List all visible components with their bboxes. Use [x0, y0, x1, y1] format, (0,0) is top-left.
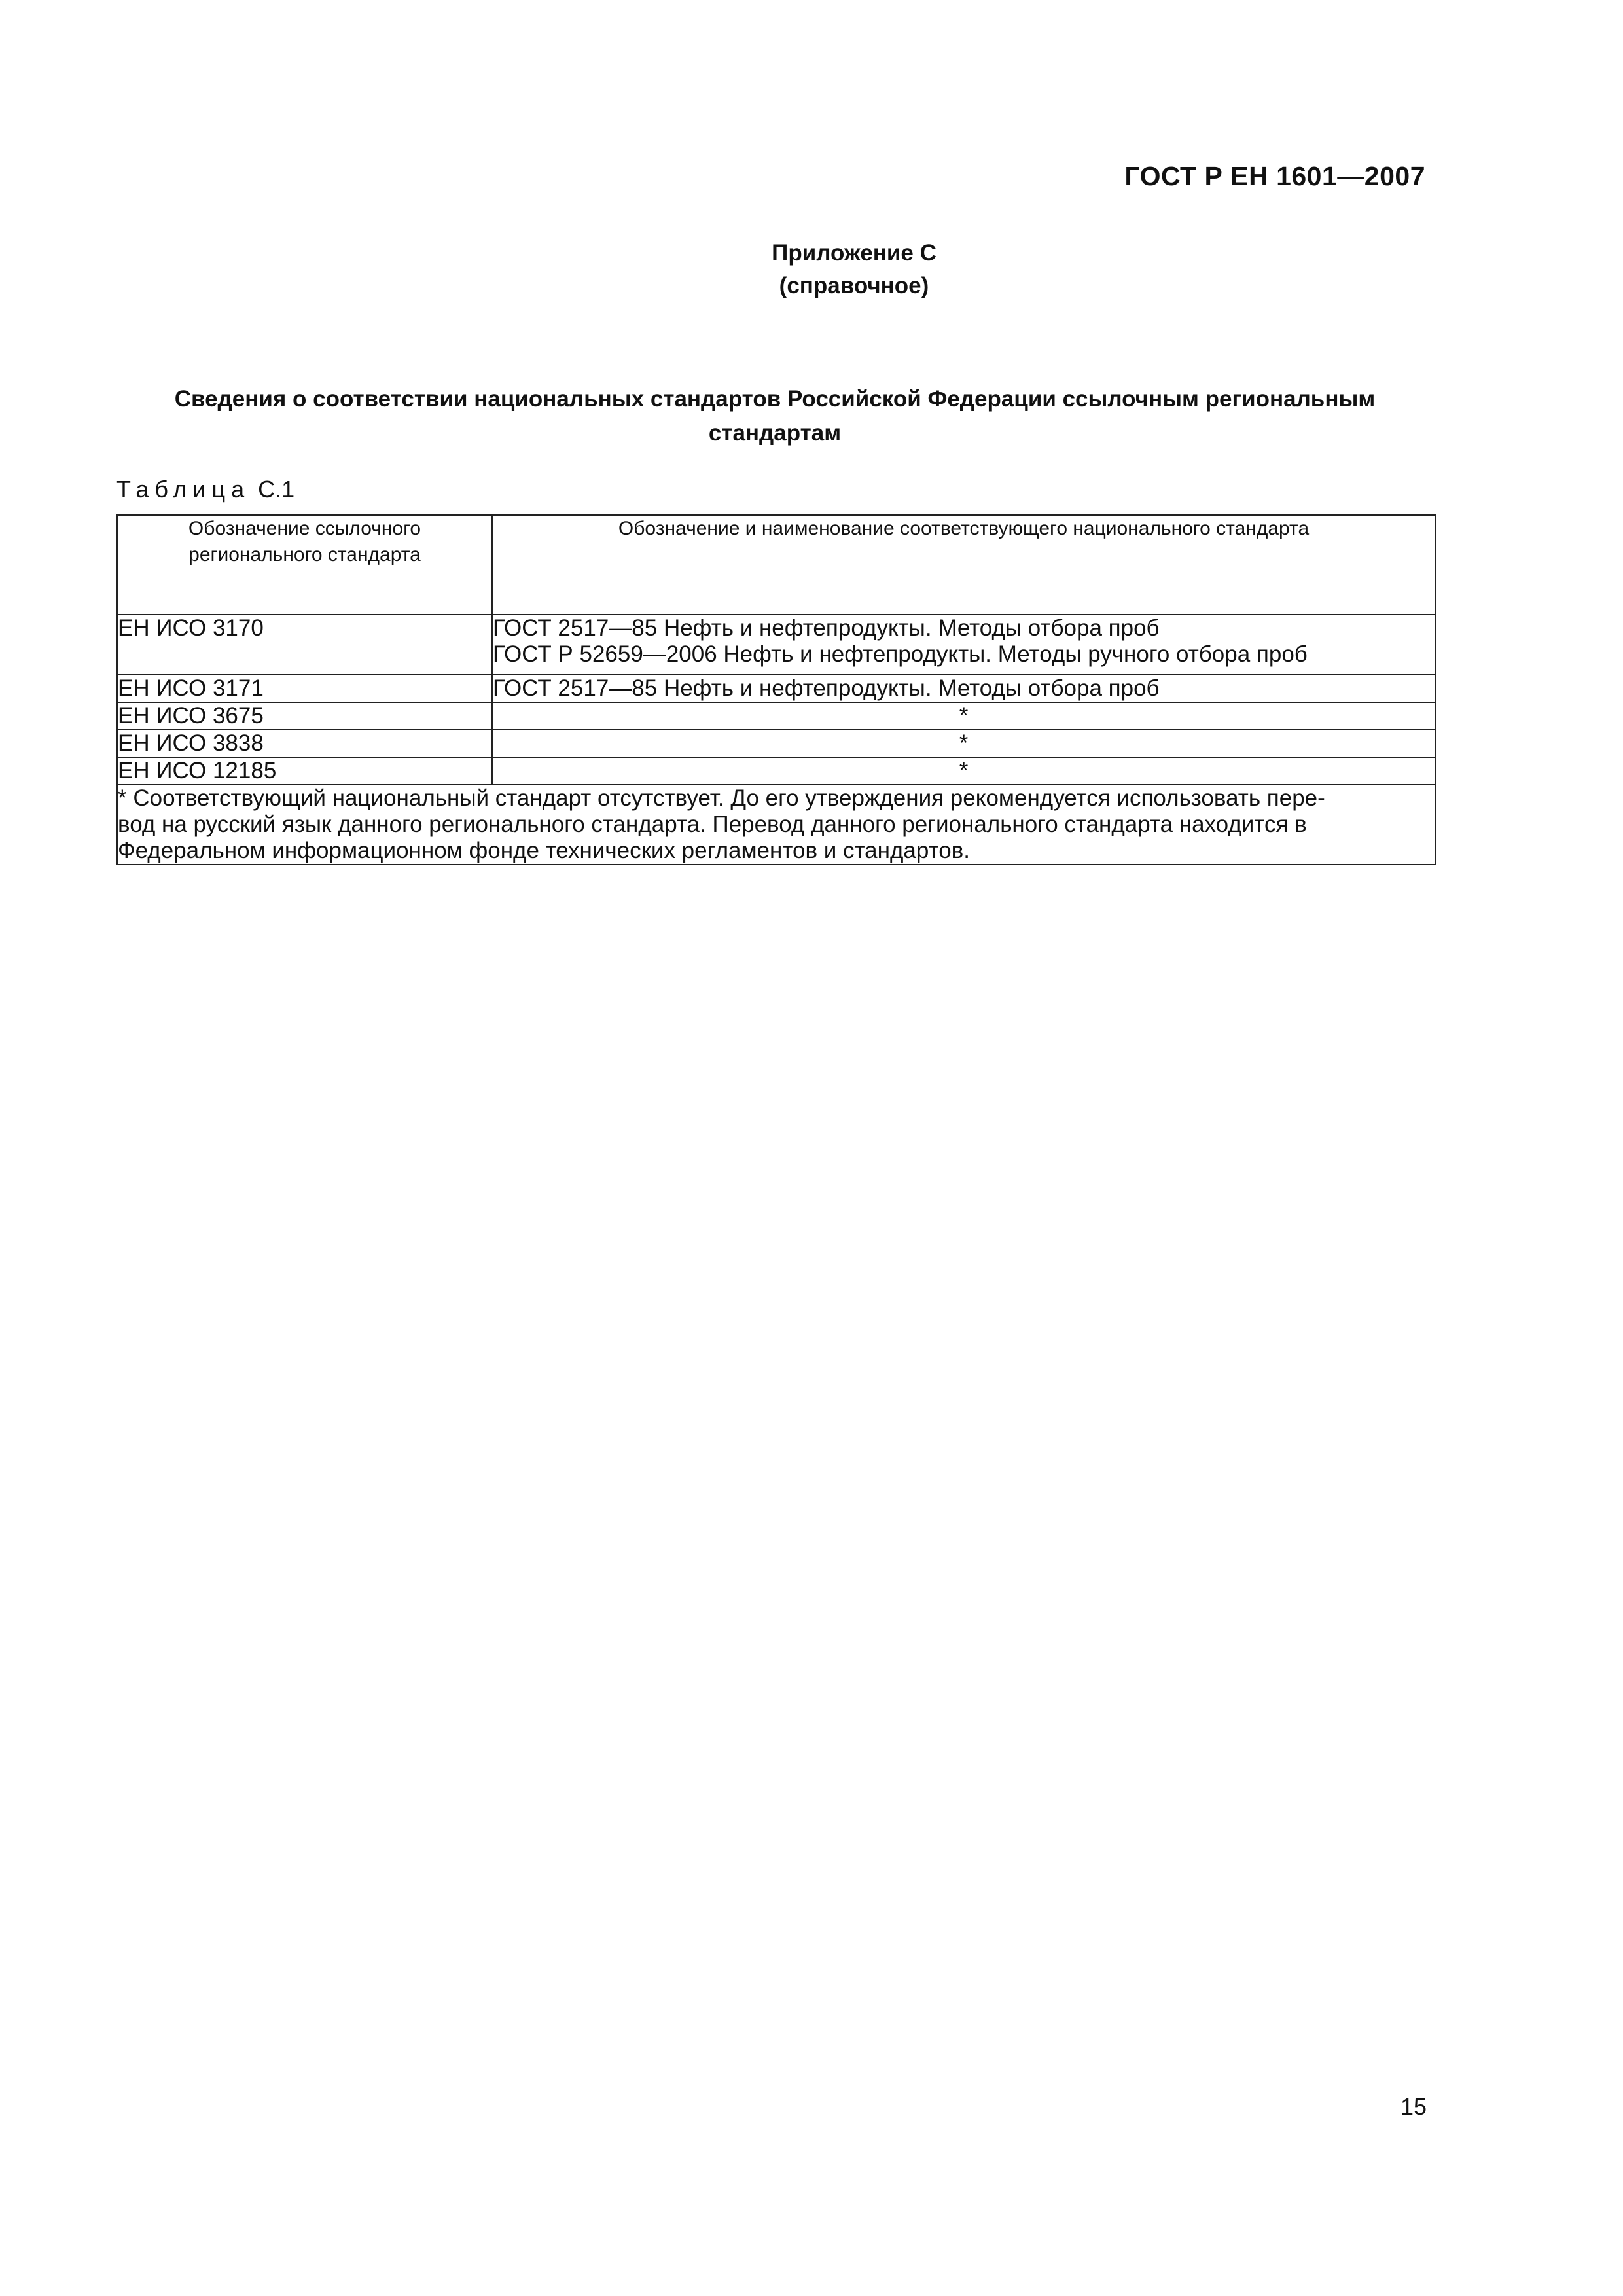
section-title: [116, 382, 1433, 450]
table-footnote-row: [117, 785, 1435, 865]
document-code: ГОСТ Р ЕН 1601—2007: [1124, 161, 1425, 191]
national-standard-line: ГОСТ 2517—85 Нефть и нефтепродукты. Методы отбора проб: [493, 615, 1160, 641]
section-title-line2: стандартам: [708, 420, 842, 446]
table-footnote: [117, 785, 1435, 865]
footnote-line: вод на русский язык данного регионального стандарта. Перевод данного регионального стандарта находится в: [118, 812, 1307, 837]
section-title-line1: Сведения о соответствии национальных стандартов Российской Федерации ссылочным региональным: [174, 386, 1376, 412]
page-number: 15: [1400, 2093, 1427, 2120]
table-label-word: Таблица: [116, 476, 251, 503]
table-row: [117, 730, 1435, 757]
reference-standard-cell: ЕН ИСО 3675: [117, 702, 492, 730]
footnote-line: Федеральном информационном фонде технических регламентов и стандартов.: [118, 838, 970, 863]
footnote-line: * Соответствующий национальный стандарт отсутствует. До его утверждения рекомендуется использовать пере-: [118, 785, 1325, 811]
appendix-title: Приложение С: [772, 240, 936, 266]
national-standard-cell: *: [492, 757, 1435, 785]
table-row: [117, 675, 1435, 702]
reference-standard-cell: ЕН ИСО 3170: [117, 615, 492, 675]
national-standard-line: ГОСТ Р 52659—2006 Нефть и нефтепродукты. Методы ручного отбора проб: [493, 641, 1308, 667]
table-row: [117, 615, 1435, 675]
correspondence-table: [116, 514, 1436, 865]
national-standard-cell: ГОСТ 2517—85 Нефть и нефтепродукты. Методы отбора проб: [492, 675, 1435, 702]
column-header-national: Обозначение и наименование соответствующего национального стандарта: [492, 515, 1435, 615]
table-header-row: [117, 515, 1435, 615]
reference-standard-cell: ЕН ИСО 3838: [117, 730, 492, 757]
table-row: [117, 702, 1435, 730]
national-standard-cell: *: [492, 702, 1435, 730]
appendix-heading: [0, 237, 1623, 302]
table-label: [116, 476, 294, 503]
national-standard-cell: [492, 615, 1435, 675]
reference-standard-cell: ЕН ИСО 3171: [117, 675, 492, 702]
national-standard-cell: *: [492, 730, 1435, 757]
column-header-reference: Обозначение ссылочного регионального стандарта: [117, 515, 492, 615]
appendix-subtitle: (справочное): [779, 273, 929, 298]
reference-standard-cell: ЕН ИСО 12185: [117, 757, 492, 785]
table-label-number: С.1: [258, 476, 295, 503]
table-row: [117, 757, 1435, 785]
